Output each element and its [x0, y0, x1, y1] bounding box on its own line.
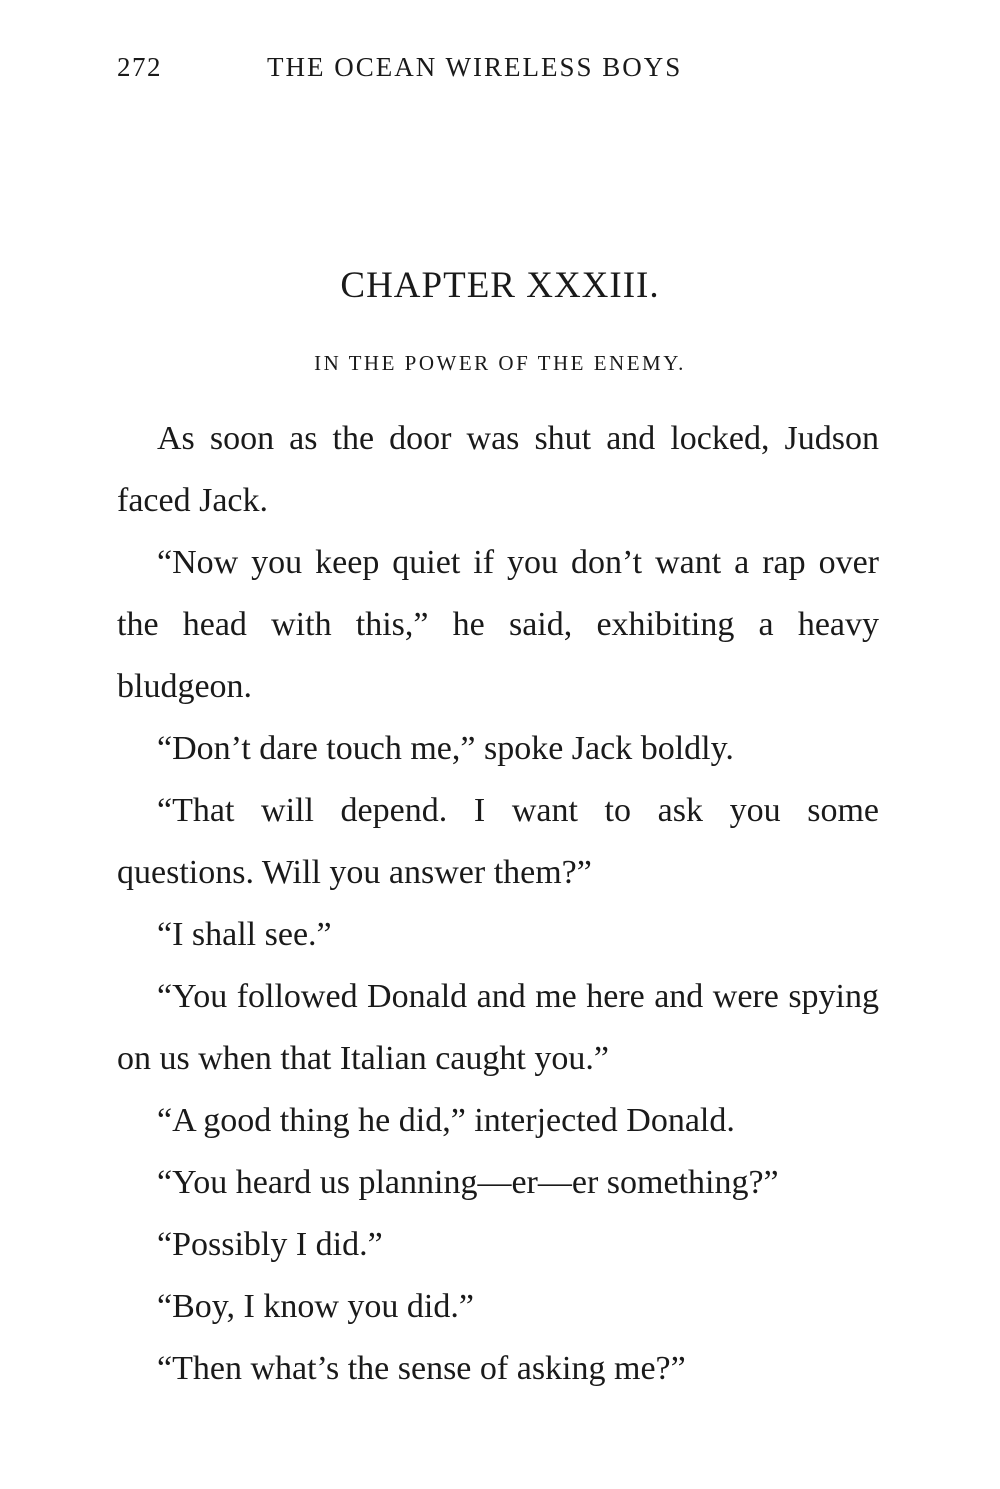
paragraph: “You followed Donald and me here and were spying on us when that Italian caught you.”	[117, 978, 879, 1077]
book-title: THE OCEAN WIRELESS BOYS	[267, 52, 683, 82]
paragraph: As soon as the door was shut and locked, Judson faced Jack.	[117, 420, 879, 519]
paragraph: “Then what’s the sense of asking me?”	[157, 1350, 686, 1387]
running-head	[117, 52, 757, 88]
paragraph: “I shall see.”	[157, 916, 332, 953]
paragraph: “Don’t dare touch me,” spoke Jack boldly.	[157, 730, 734, 767]
paragraph: “Now you keep quiet if you don’t want a rap over the head with this,” he said, exhibiting a heavy bludgeon.	[117, 544, 879, 705]
chapter-title: IN THE POWER OF THE ENEMY.	[314, 351, 686, 375]
chapter-number: CHAPTER XXXIII.	[340, 265, 660, 306]
paragraph: “A good thing he did,” interjected Donald.	[157, 1102, 735, 1139]
page-number: 272	[117, 52, 162, 82]
paragraph: “You heard us planning—er—er something?”	[157, 1164, 779, 1201]
paragraph: “Boy, I know you did.”	[157, 1288, 474, 1325]
body-text	[117, 408, 879, 1400]
paragraph: “Possibly I did.”	[157, 1226, 383, 1263]
paragraph: “That will depend. I want to ask you some questions. Will you answer them?”	[117, 792, 879, 891]
